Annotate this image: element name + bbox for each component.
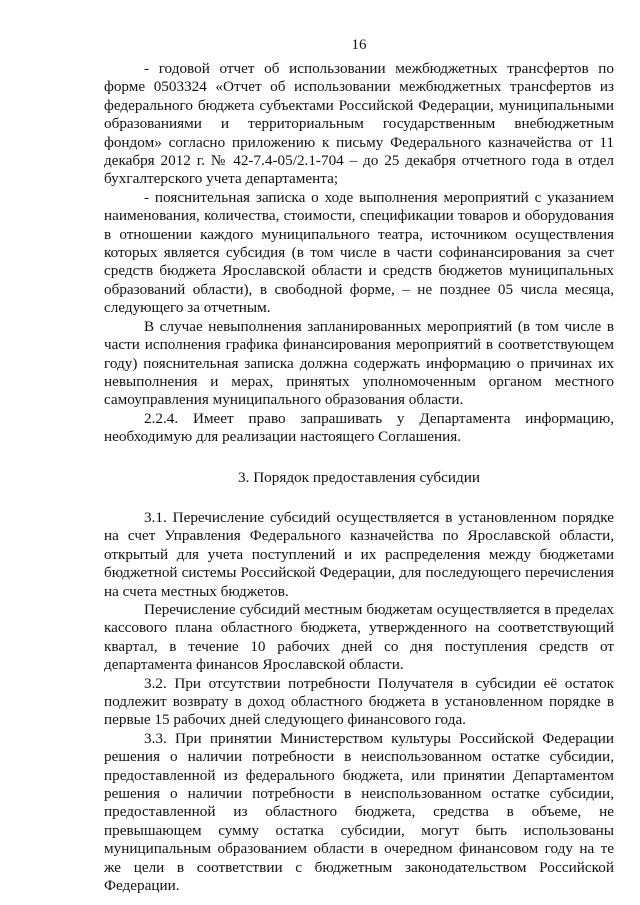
paragraph-annual-report: - годовой отчет об использовании межбюджетных трансфертов по форме 0503324 «Отчет об использовании межбюджетных трансфертов из федерального бюджета субъектами Российской Федерации, муниципальными образованиями и территориальным государственным внебюджетным фондом» согласно приложению к письму Федерального казначейства от 11 декабря 2012 г. № 42-7.4-05/2.1-704 – до 25 декабря отчетного года в отдел бухгалтерского учета департамента; <box>104 60 614 188</box>
page-number: 16 <box>351 37 367 53</box>
section-heading: 3. Порядок предоставления субсидии <box>238 468 480 486</box>
paragraph-3-1: 3.1. Перечисление субсидий осуществляется в установленном порядке на счет Управления Федерального казначейства по Ярославской области, открытый для учета поступлений и их распределения между бюджетами бюджетной системы Российской Федерации, для последующего перечисления на счета местных бюджетов. <box>104 508 614 600</box>
document-page <box>104 36 614 895</box>
paragraph-3-3: 3.3. При принятии Министерством культуры Российской Федерации решения о наличии потребности в неиспользованном остатке субсидии, предоставленной из федерального бюджета, или принятии Департаментом решения о наличии потребности в неиспользованном остатке субсидии, предоставленной из областного бюджета, средства в объеме, не превышающем сумму остатка субсидии, могут быть использованы муниципальным образованием области в очередном финансовом году на те же цели в соответствии с бюджетным законодательством Российской Федерации. <box>104 729 614 895</box>
paragraph-explanatory-note: - пояснительная записка о ходе выполнения мероприятий с указанием наименования, количества, стоимости, спецификации товаров и оборудования в отношении каждого муниципального театра, источником осуществления которых является субсидия (в том числе в части софинансирования за счет средств бюджета Ярославской области и средств бюджетов муниципальных образований области), в свободной форме, – не позднее 05 числа месяца, следующего за отчетным. <box>104 188 614 317</box>
paragraph-non-fulfillment: В случае невыполнения запланированных мероприятий (в том числе в части исполнения графика финансирования мероприятий в соответствующем году) пояснительная записка должна содержать информацию о причинах их невыполнения и мерах, принятых уполномоченным органом местного самоуправления муниципального образования области. <box>104 317 614 409</box>
paragraph-transfer-local-budgets: Перечисление субсидий местным бюджетам осуществляется в пределах кассового плана областного бюджета, утвержденного на соответствующий квартал, в течение 10 рабочих дней со дня поступления средств от департамента финансов Ярославской области. <box>104 600 614 674</box>
paragraph-3-2: 3.2. При отсутствии потребности Получателя в субсидии её остаток подлежит возврату в доход областного бюджета в установленном порядке в первые 15 рабочих дней следующего финансового года. <box>104 674 614 729</box>
paragraph-2-2-4: 2.2.4. Имеет право запрашивать у Департамента информацию, необходимую для реализации настоящего Соглашения. <box>104 409 614 446</box>
